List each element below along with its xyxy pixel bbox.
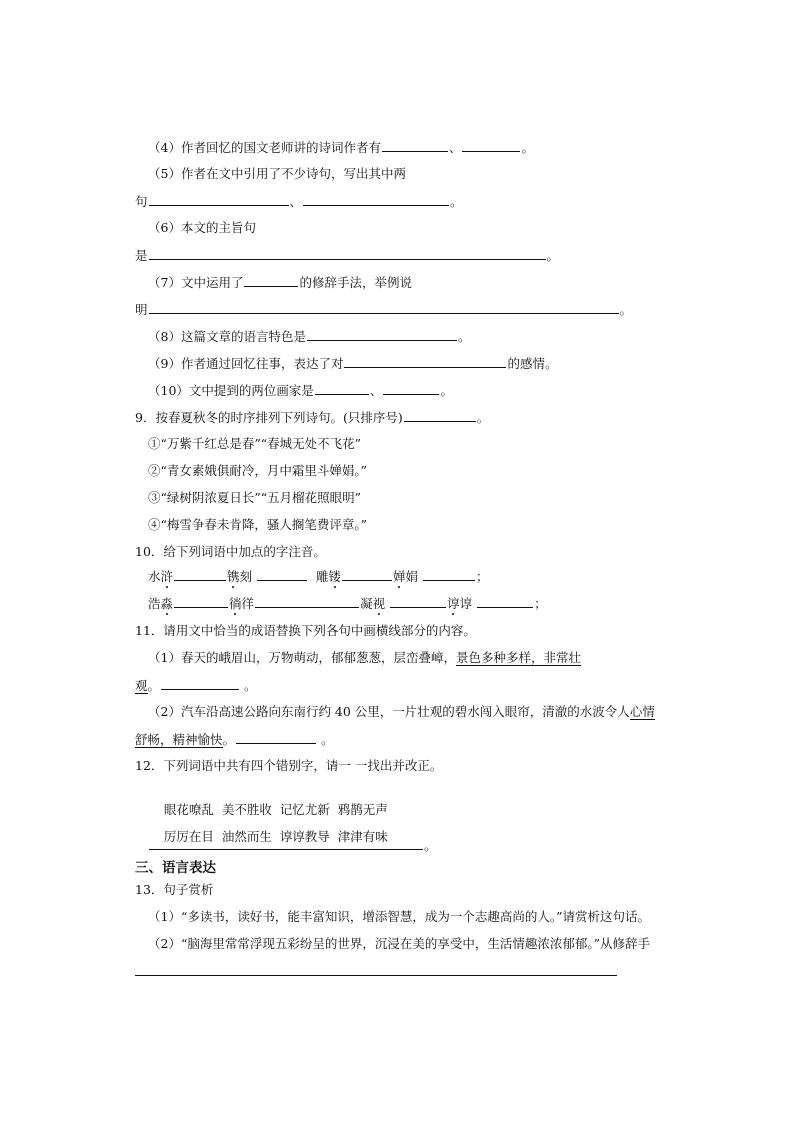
q8-part9: （9）作者通过回忆往事，表达了对 的感情。 xyxy=(148,356,558,371)
q11-sentence-1-cont: 观。 。 xyxy=(135,678,257,693)
answer-blank[interactable] xyxy=(174,594,228,608)
answer-blank[interactable] xyxy=(315,381,369,395)
q13-stem: 13．句子赏析 xyxy=(135,882,214,897)
q10-row-2: 浩淼 徜徉 凝视 谆谆 ； xyxy=(148,596,547,611)
answer-blank[interactable] xyxy=(307,327,457,341)
q8-part10: （10）文中提到的两位画家是 、 。 xyxy=(148,383,453,398)
answer-blank[interactable] xyxy=(423,567,475,581)
q8-part4: （4）作者回忆的国文老师讲的诗词作者有 、 。 xyxy=(148,140,534,155)
answer-blank[interactable] xyxy=(344,354,506,368)
q12-words-line-2: 厉厉在目 油然而生 谆谆教导 津津有味 xyxy=(163,829,388,844)
q8-part7-cont: 明 。 xyxy=(135,302,633,317)
answer-blank[interactable] xyxy=(255,594,359,608)
q12-words-line-1: 眼花嘹乱 美不胜收 记忆尤新 鸦鹊无声 xyxy=(163,802,388,817)
q11-sentence-2-cont: 舒畅，精神愉快。 。 xyxy=(135,732,334,747)
answer-blank[interactable] xyxy=(303,192,449,206)
q12-answer-line: 。 xyxy=(148,836,437,855)
q8-part5: （5）作者在文中引用了不少诗句，写出其中两 xyxy=(148,166,406,181)
answer-blank[interactable] xyxy=(383,381,439,395)
q11-sentence-2: （2）汽车沿高速公路向东南行约 40 公里，一片壮观的碧水闯入眼帘，清澈的水波令人心情 xyxy=(148,704,655,719)
answer-blank[interactable] xyxy=(149,192,289,206)
answer-blank[interactable] xyxy=(244,273,298,287)
section-title: 三、语言表达 xyxy=(135,860,216,876)
answer-blank[interactable] xyxy=(161,676,239,690)
answer-line[interactable] xyxy=(135,975,617,976)
q8-part6: （6）本文的主旨句 xyxy=(148,220,256,235)
q13-sentence-2: （2）“脑海里常常浮现五彩纷呈的世界，沉浸在美的享受中，生活情趣浓浓郁郁。”从修辞手 xyxy=(148,936,650,951)
q8-part6-cont: 是 。 xyxy=(135,248,560,263)
q10-row-1: 水浒 镌刻 雕镂 婵娟 ； xyxy=(148,569,489,584)
q9-item-4: ④“梅雪争春未肯降，骚人搁笔费评章。” xyxy=(148,517,368,532)
q9-item-3: ③“绿树阴浓夏日长”“五月榴花照眼明” xyxy=(148,490,362,505)
answer-blank[interactable] xyxy=(390,594,446,608)
answer-blank[interactable] xyxy=(257,567,307,581)
q9-item-1: ①“万紫千红总是春”“春城无处不飞花” xyxy=(148,436,362,451)
answer-blank[interactable] xyxy=(462,138,520,152)
q10-stem: 10．给下列词语中加点的字注音。 xyxy=(135,544,326,559)
q13-sentence-1: （1）“多读书，读好书，能丰富知识，增添智慧，成为一个志趣高尚的人。”请赏析这句话。 xyxy=(148,909,650,924)
q12-stem: 12．下列词语中共有四个错别字，请一 一找出并改正。 xyxy=(135,758,443,773)
answer-blank[interactable] xyxy=(404,408,476,422)
answer-blank[interactable] xyxy=(236,730,316,744)
q8-part7: （7）文中运用了 的修辞手法，举例说 xyxy=(148,275,412,290)
answer-blank[interactable] xyxy=(174,567,226,581)
answer-blank[interactable] xyxy=(149,836,423,850)
q8-part5-cont: 句 、 。 xyxy=(135,194,463,209)
answer-blank[interactable] xyxy=(382,138,448,152)
q11-stem: 11．请用文中恰当的成语替换下列各句中画横线部分的内容。 xyxy=(135,623,476,638)
q8-part8: （8）这篇文章的语言特色是 。 xyxy=(148,329,471,344)
answer-blank[interactable] xyxy=(149,246,546,260)
answer-blank[interactable] xyxy=(477,594,533,608)
q11-sentence-1: （1）春天的峨眉山，万物萌动，郁郁葱葱，层峦叠嶂，景色多种多样，非常壮 xyxy=(148,650,581,665)
answer-blank[interactable] xyxy=(149,300,619,314)
q9-item-2: ②“青女素娥俱耐冷，月中霜里斗婵娟。” xyxy=(148,463,368,478)
answer-blank[interactable] xyxy=(342,567,392,581)
q9-stem: 9．按春夏秋冬的时序排列下列诗句。(只排序号) 。 xyxy=(135,410,490,425)
